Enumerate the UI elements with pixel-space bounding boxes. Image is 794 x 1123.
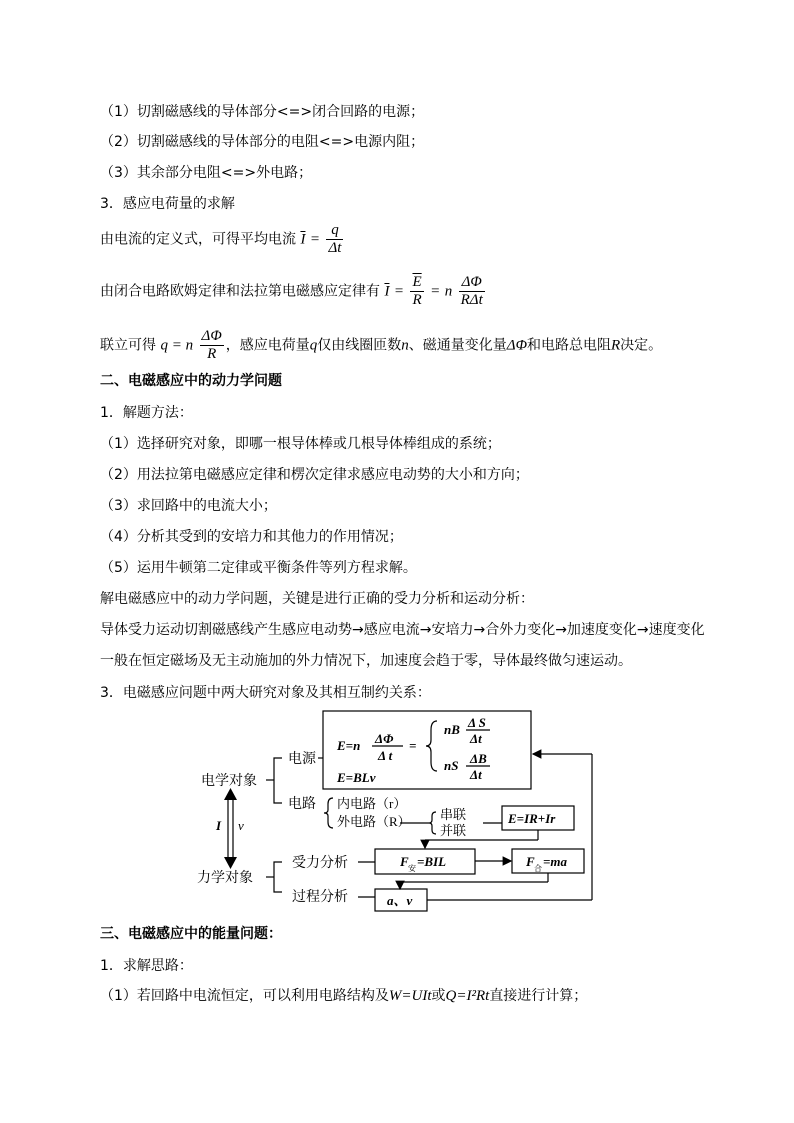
constant-current-text-e: 直接进行计算； <box>489 988 588 1004</box>
formula-brace <box>426 721 437 771</box>
causal-chain: 导体受力运动切割磁感线产生感应电动势→感应电流→安培力→合外力变化→加速度变化→速度变化 <box>100 622 705 638</box>
emf-e-n: E=n <box>337 738 361 753</box>
fraction-numerator: q <box>326 222 343 240</box>
fraction-denominator: R <box>207 346 217 362</box>
force-analysis-label: 受力分析 <box>292 856 348 871</box>
constant-current-line <box>100 986 587 1006</box>
steady-state-note: 一般在恒定磁场及无主动施加的外力情况下，加速度会趋于零，导体最终做匀速运动。 <box>100 653 632 669</box>
velocity-v-label: v <box>238 818 244 833</box>
net-force-sub: 合 <box>534 864 542 873</box>
charge-text-d: 、磁通量变化量 <box>408 337 507 354</box>
emf-blv: E=BLv <box>337 770 376 785</box>
section-3-title: 三、电磁感应中的能量问题： <box>100 926 282 942</box>
equals-sign: = <box>430 283 441 300</box>
ampere-force-rest: =BIL <box>417 854 447 869</box>
emf-nb: nB <box>444 722 460 737</box>
section-3-heading: 3．感应电荷量的求解 <box>100 196 235 212</box>
net-force-rest: =ma <box>543 854 568 869</box>
current-I-label: I <box>216 818 222 833</box>
ampere-force-sub: 安 <box>408 864 416 873</box>
mech-object-label: 力学对象 <box>197 871 253 886</box>
dphi-var: ΔΦ <box>506 337 527 354</box>
accel-velocity-text: a、v <box>387 893 413 908</box>
emf-equals: = <box>409 738 417 753</box>
source-circuit-bracket <box>274 758 282 803</box>
n-var: n <box>401 337 409 354</box>
equals-sign: = <box>393 283 405 300</box>
fraction-numerator: $\overline{E}$ <box>412 274 422 290</box>
avg-current-symbol: $\overline{I}$ <box>300 231 306 248</box>
emf-db: ΔB <box>470 751 487 766</box>
charge-text-c: 仅由线圈匝数 <box>317 337 402 354</box>
fraction-denominator: RΔt <box>460 292 483 308</box>
equals-sign: = <box>309 231 321 248</box>
method-heading: 1．解题方法： <box>100 405 193 421</box>
ohm-faraday-text: 由闭合电路欧姆定律和法拉第电磁感应定律有 <box>100 283 380 300</box>
charge-text-b: ，感应电荷量 <box>225 337 310 354</box>
method-step-1: （1）选择研究对象，即哪一根导体棒或几根导体棒组成的系统； <box>100 436 501 452</box>
charge-text-f: 决定。 <box>620 337 663 354</box>
source-label: 电源 <box>288 752 316 767</box>
avg-current-text: 由电流的定义式，可得平均电流 <box>100 231 296 248</box>
fraction-numerator: ΔΦ <box>201 328 222 344</box>
elec-object-label: 电学对象 <box>201 774 257 789</box>
ohm-law-formula: E=IR+Ir <box>508 811 556 826</box>
net-force-f: F <box>526 854 535 869</box>
outer-circuit-label: 外电路（R） <box>337 814 411 829</box>
circuit-label: 电路 <box>288 797 316 812</box>
method-step-5: （5）运用牛顿第二定律或平衡条件等列方程求解。 <box>100 560 417 576</box>
line-3: （3）其余部分电阻<=>外电路； <box>100 165 313 181</box>
emf-dt: Δ t <box>378 748 393 763</box>
work-formula: W=UIt <box>388 988 432 1004</box>
heat-formula: Q=I²Rt <box>445 988 490 1004</box>
line-2: （2）切割磁感线的导体部分的电阻<=>电源内阻； <box>100 134 425 150</box>
emf-dphi: ΔΦ <box>375 731 394 746</box>
charge-text-a: 联立可得 <box>100 337 156 354</box>
inner-circuit-label: 内电路（r） <box>337 796 407 811</box>
solution-idea-heading: 1．求解思路： <box>100 958 193 974</box>
charge-text-e: 和电路总电阻 <box>527 337 611 354</box>
charge-eq: q = n <box>160 337 194 354</box>
fraction-numerator: ΔΦ <box>459 274 485 292</box>
method-step-4: （4）分析其受到的安培力和其他力的作用情况； <box>100 529 403 545</box>
method-step-3: （3）求回路中的电流大小； <box>100 498 277 514</box>
force-process-bracket <box>274 862 282 892</box>
series-parallel-brace <box>429 812 436 834</box>
fraction-denominator: R <box>412 292 422 308</box>
relation-heading: 3．电磁感应问题中两大研究对象及其相互制约关系： <box>100 685 431 701</box>
parallel-label: 并联 <box>440 823 467 838</box>
process-analysis-label: 过程分析 <box>292 890 348 905</box>
section-2-title: 二、电磁感应中的动力学问题 <box>100 373 282 389</box>
emf-dt3: Δt <box>470 767 482 782</box>
emf-ds: Δ S <box>468 715 486 730</box>
constant-current-text-c: 或 <box>431 988 446 1004</box>
avg-current-symbol: $\overline{I}$ <box>384 283 390 300</box>
q-var: q <box>309 337 318 354</box>
r-var: R <box>611 337 621 354</box>
method-step-2: （2）用法拉第电磁感应定律和楞次定律求感应电动势的大小和方向； <box>100 467 529 483</box>
inner-outer-brace <box>324 798 333 828</box>
ampere-force-f: F <box>400 854 409 869</box>
series-label: 串联 <box>440 807 467 822</box>
fraction-denominator: Δt <box>328 240 342 256</box>
n-symbol: n <box>444 283 453 300</box>
emf-dt2: Δt <box>470 731 482 746</box>
emf-ns: nS <box>444 758 459 773</box>
line-1: （1）切割磁感线的导体部分<=>闭合回路的电源； <box>100 104 425 120</box>
constant-current-text-a: （1）若回路中电流恒定，可以利用电路结构及 <box>100 988 389 1004</box>
analysis-intro: 解电磁感应中的动力学问题，关键是进行正确的受力分析和运动分析： <box>100 591 534 607</box>
